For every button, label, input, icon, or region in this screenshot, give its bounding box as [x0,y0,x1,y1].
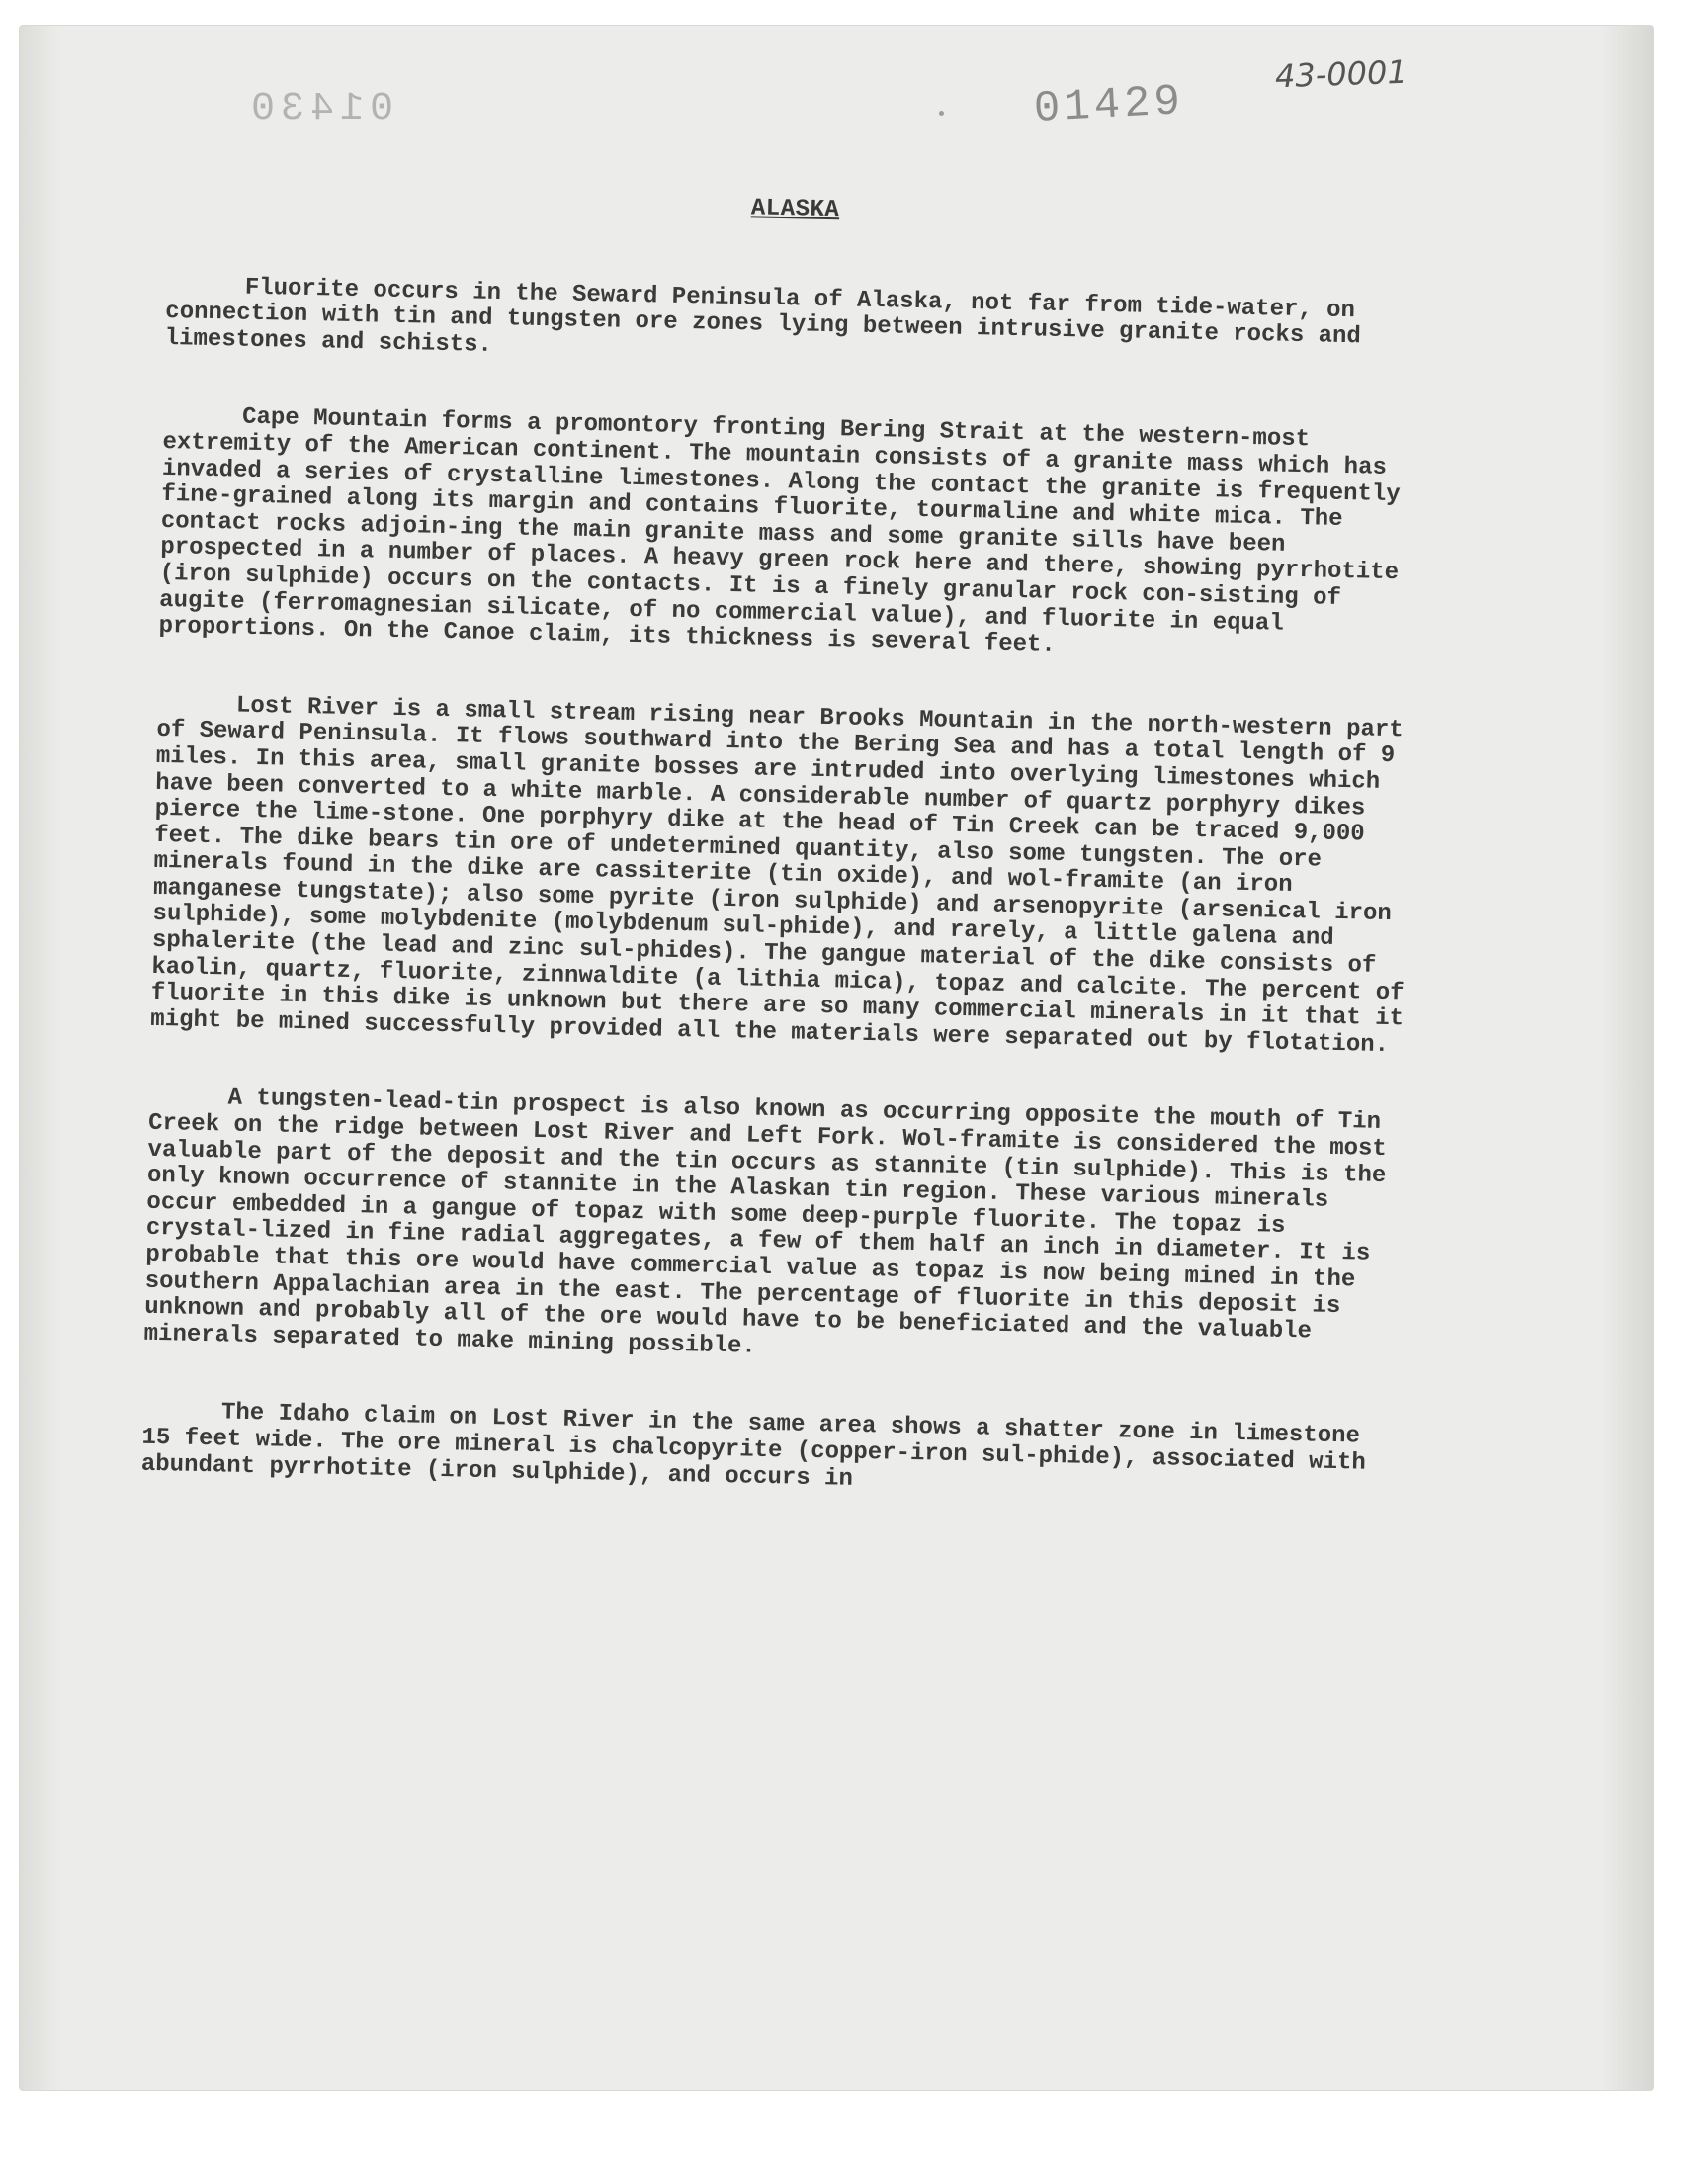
sheet-shadow-left [20,26,59,2090]
handwritten-code: 43-0001 [1274,52,1409,96]
paragraph-intro: Fluorite occurs in the Seward Peninsula of Alaska, not far from tide-water, on connection with tin and tungsten ore zones lying between intrusive granite rocks and limestones and schists. [164,274,1362,359]
page-title: ALASKA [750,195,840,224]
paragraph-cape-mountain: Cape Mountain forms a promontory fronting Bering Strait at the western-most extremity of the American continent. The mountain consists of a granite mass which has invaded a series of crystalline limestones. Along the contact the granite is frequently fine-grained along its margin and contains fluorite, tourmaline and white mica. The contact rocks adjoin-ing the main granite mass and some granite sills have been prospected in a number of places. A heavy green rock here and there, showing pyrrhotite (iron sulphide) occurs on the contacts. It is a finely granular rock con-sisting of augite (ferromagnesian silicate, of no commercial value), and fluorite in equal proportions. On the Canoe claim, its thickness is several feet. [158,404,1401,659]
paragraph-tungsten-prospect: A tungsten-lead-tin prospect is also known as occurring opposite the mouth of Tin Creek on the ridge between Lost River and Left Fork. Wol-framite is considered the most valuable part of the deposit and the tin occurs as stannite (tin sulphide). This is the only known occurrence of stannite in the Alaskan tin region. These various minerals occur embedded in a gangue of topaz with some deep-purple fluorite. The topaz is crystal-lized in fine radial aggregates, a few of them half an inch in diameter. It is probable that this ore would have commercial value as topaz is now being mined in the southern Appalachian area in the east. The percentage of fluorite in this deposit is unknown and probably all of the ore would have to be beneficiated and the valuable minerals separated to make mining possible. [143,1085,1388,1360]
paragraph-lost-river: Lost River is a small stream rising near Brooks Mountain in the north-western part of Seward Peninsula. It flows southward into the Bering Sea and has a total length of 9 miles. In this area, small granite bosses are intruded into overlying limestones which have been converted to a white marble. A considerable number of quartz porphyry dikes pierce the lime-stone. One porphyry dike at the head of Tin Creek can be traced 9,000 feet. The dike bears tin ore of undetermined quantity, also some tungsten. The ore minerals found in the dike are cassiterite (tin oxide), and wol-framite (an iron manganese tungstate); also some pyrite (iron sulphide) and arsenopyrite (arsenical iron sulphide), some molybdenite (molybdenum sul-phide), and rarely, a little galena and sphalerite (the lead and zinc sul-phides). The gangue material of the dike consists of kaolin, quartz, fluorite, zinnwaldite (a lithia mica), topaz and calcite. The percent of fluorite in this dike is unknown but there are so many commercial minerals in it that it might be mined successfully provided all the materials were separated out by flotation. [150,692,1405,1059]
document-body [139,184,1422,1555]
sheet-shadow-right [1601,26,1653,2090]
stamp-mark [939,111,944,116]
paragraph-idaho-claim: The Idaho claim on Lost River in the same area shows a shatter zone in limestone 15 feet wide. The ore mineral is chalcopyrite (copper-iron sul-phide), associated with abundant pyrrhotite (iron sulphide), and occurs in [140,1399,1367,1493]
document-number-stamp: 01429 [1032,77,1186,134]
bleed-through-stamp: 01430 [245,87,394,131]
